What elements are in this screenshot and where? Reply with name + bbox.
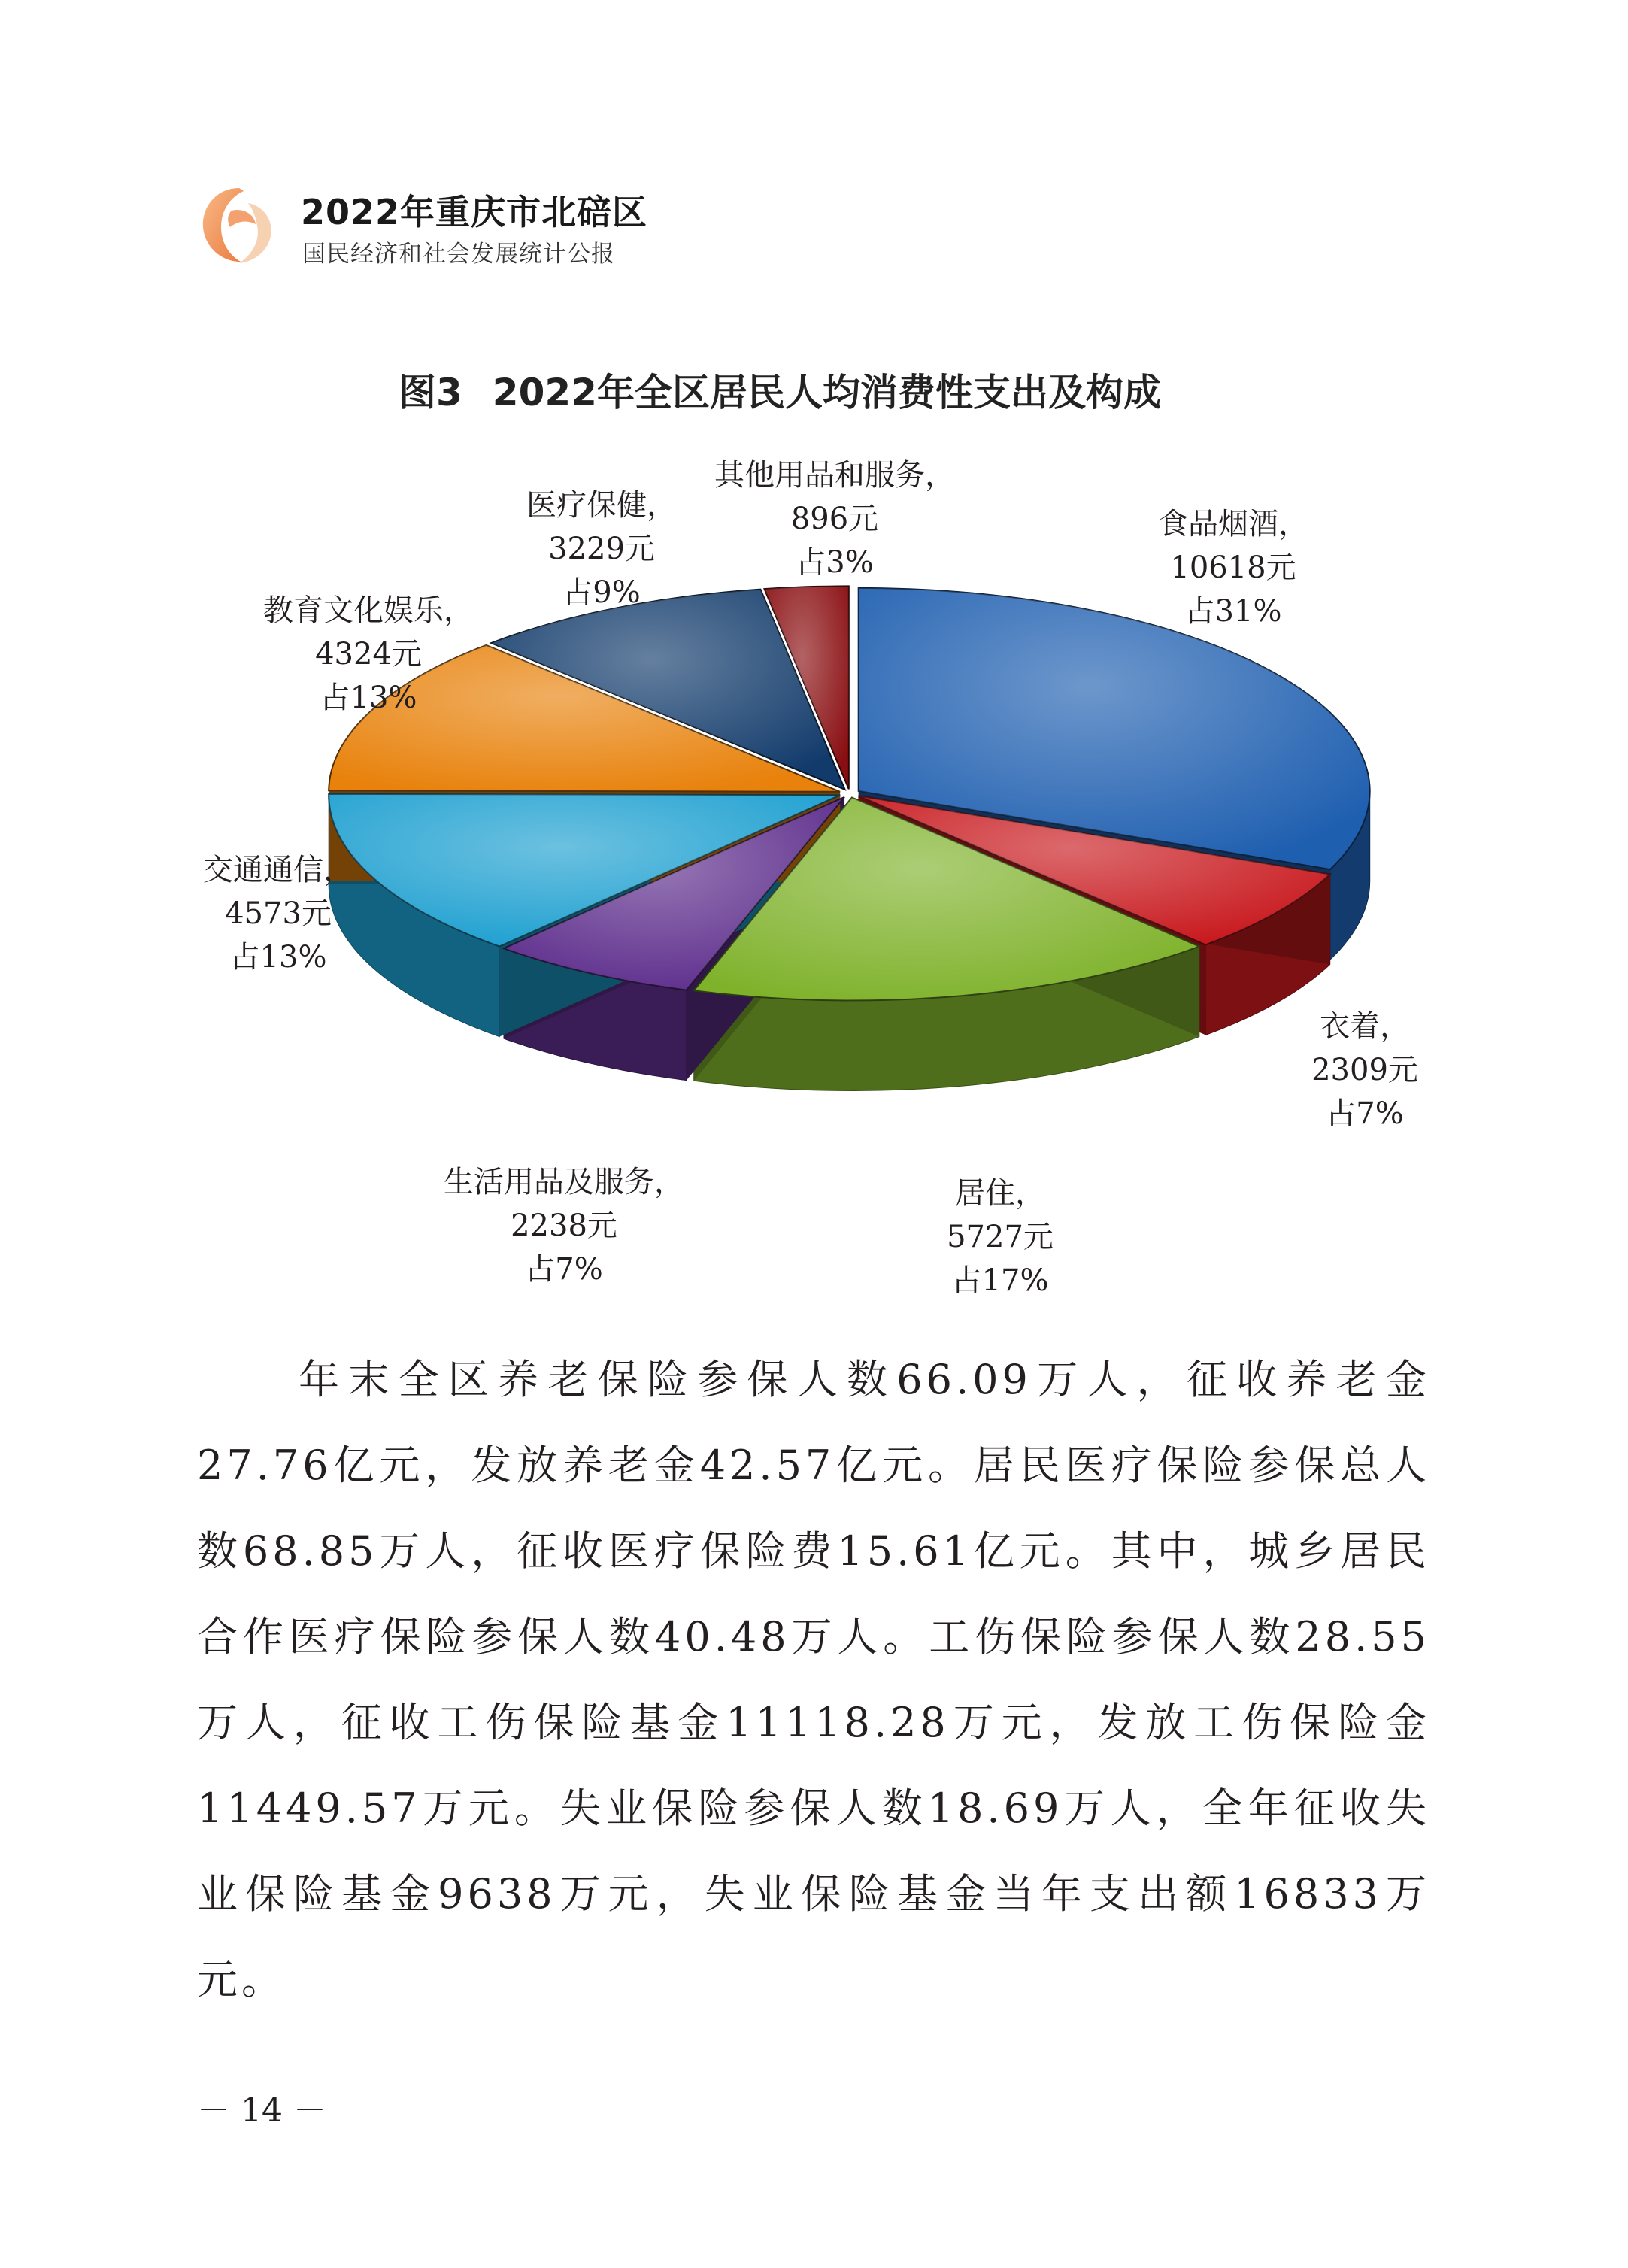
pie-label-4-name: 交通通信， xyxy=(203,853,353,887)
pie-label-3-percent: 占7% xyxy=(525,1252,603,1287)
pie-label-6-percent: 占9% xyxy=(562,575,641,610)
pie-label-2-name: 居住， xyxy=(955,1176,1045,1211)
figure-number: 图3 xyxy=(399,371,462,414)
pie-label-5-percent: 占13% xyxy=(320,681,417,715)
pie-label-6-value: 3229元 xyxy=(548,532,655,566)
pie-label-7-name: 其他用品和服务， xyxy=(714,458,955,493)
pie-label-3-name: 生活用品及服务， xyxy=(444,1165,684,1199)
page-number: － 14 － xyxy=(197,2091,326,2130)
pie-label-0-value: 10618元 xyxy=(1170,550,1296,585)
pie-label-1-name: 衣着， xyxy=(1320,1009,1410,1044)
pie-label-4-percent: 占13% xyxy=(229,940,327,975)
report-subtitle: 国民经济和社会发展统计公报 xyxy=(302,241,615,268)
pie-label-0-name: 食品烟酒， xyxy=(1158,507,1308,541)
pie-label-5-value: 4324元 xyxy=(315,637,422,672)
body-paragraph xyxy=(197,1337,1430,2023)
figure-title-text: 2022年全区居民人均消费性支出及构成 xyxy=(492,371,1161,414)
pie-label-6-name: 医疗保健， xyxy=(526,488,677,523)
pie-label-1-percent: 占7% xyxy=(1326,1096,1404,1131)
body-text: 年末全区养老保险参保人数66.09万人，征收养老金27.76亿元，发放养老金42.57亿元。居民医疗保险参保总人数68.85万人，征收医疗保险费15.61亿元。其中，城乡居民合作医疗保险参保人数40.48万人。工伤保险参保人数28.55万人，征收工伤保险基金11118.28万元，发放工伤保险金11449.57万元。失业保险参保人数18.69万人，全年征收失业保险基金9638万元，失业保险基金当年支出额16833万元。 xyxy=(197,1356,1430,2003)
pie-label-7-percent: 占3% xyxy=(796,545,874,580)
pie-label-2-value: 5727元 xyxy=(947,1220,1054,1254)
pie-label-4-value: 4573元 xyxy=(225,896,332,931)
report-logo xyxy=(194,180,284,271)
pie-label-1-value: 2309元 xyxy=(1311,1053,1418,1087)
pie-label-7-value: 896元 xyxy=(790,502,879,536)
pie-label-2-percent: 占17% xyxy=(951,1263,1049,1298)
pie-label-3-value: 2238元 xyxy=(511,1208,617,1243)
figure-title xyxy=(399,362,1161,417)
pie-label-5-name: 教育文化娱乐， xyxy=(263,593,474,628)
report-title: 2022年重庆市北碚区 xyxy=(301,192,648,232)
pie-label-0-percent: 占31% xyxy=(1184,594,1282,629)
consumption-pie-chart xyxy=(0,421,1628,1308)
